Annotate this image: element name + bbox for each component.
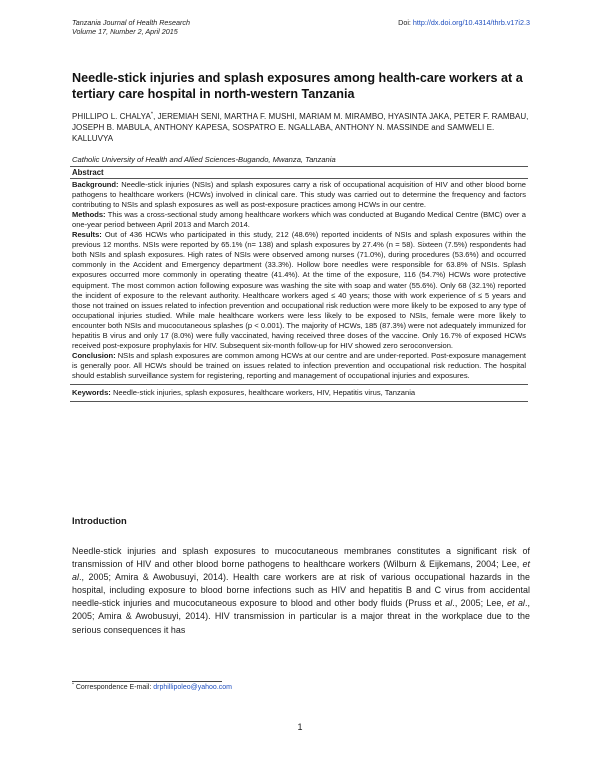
- intro-text-4: ., 2005; Amira & Awobusuyi, 2014). HIV transmission in particular is a major threat in the workplace due to the serious consequences it has: [72, 598, 531, 635]
- doi: [398, 18, 530, 27]
- abstract-heading: Abstract: [70, 167, 528, 179]
- page-number: 1: [297, 722, 303, 732]
- other-authors: , JEREMIAH SENI, MARTHA F. MUSHI, MARIAM M. MIRAMBO, HYASINTA JAKA, PETER F. RAMBAU, JOSEPH B. MABULA, ANTHONY KAPESA, SOSPATRO E. NGALLABA, ANTHONY N. MASSINDE and SAMWELI E. KALLUVYA: [72, 112, 529, 143]
- intro-text-1: Needle-stick injuries and splash exposures to mucocutaneous membranes constitutes a significant risk of transmission of HIV and other blood borne pathogens to healthcare workers (Wilburn & Eijkemans, 2004; Lee,: [72, 546, 530, 570]
- introduction-heading: Introduction: [72, 515, 127, 526]
- abstract-results: [72, 230, 526, 351]
- conclusion-text: NSIs and splash exposures are common among HCWs at our centre and are under-reported. Post-exposure management is generally poor. All HCWs should be trained on issues related to infection prevention and occupational risk reduction. The hospital should establish surveillance system for registering, reporting and management of occupational injuries and exposures.: [72, 350, 526, 380]
- first-author: PHILLIPO L. CHALYA: [72, 112, 151, 121]
- keywords: [70, 384, 528, 401]
- results-label: Results:: [72, 230, 102, 240]
- abstract-methods: [72, 210, 526, 230]
- conclusion-label: Conclusion:: [72, 350, 116, 360]
- footnote: [72, 684, 232, 691]
- intro-text-2: ., 2005; Amira & Awobusuyi, 2014). Health care workers are at risk of various occupational hazards in the hospital, including exposure to blood borne infections such as HIV and hepatitis B and C virus from accidental needle-stick injuries and mucocutaneous exposure to blood and other body fluids (Pruss et: [72, 572, 530, 609]
- methods-text: This was a cross-sectional study among healthcare workers which was conducted at Bugando Medical Centre (BMC) over a one-year period between April 2013 and March 2014.: [72, 210, 526, 230]
- keywords-text: Needle-stick injuries, splash exposures, healthcare workers, HIV, Hepatitis virus, Tanzania: [110, 387, 416, 397]
- keywords-label: Keywords:: [72, 387, 111, 397]
- background-label: Background:: [72, 180, 119, 190]
- doi-link[interactable]: http://dx.doi.org/10.4314/thrb.v17i2.3: [412, 18, 530, 27]
- methods-label: Methods:: [72, 210, 106, 220]
- abstract-background: [72, 180, 526, 210]
- footnote-label: Correspondence E-mail:: [73, 684, 154, 691]
- correspondence-email-link[interactable]: drphillipoleo@yahoo.com: [153, 684, 232, 691]
- paper-title: Needle-stick injuries and splash exposures among health-care workers at a tertiary care hospital in north-western Tanzania: [72, 71, 523, 101]
- journal-volume: Volume 17, Number 2, April 2015: [72, 27, 178, 36]
- footnote-mark: *: [72, 682, 74, 688]
- background-text: Needle-stick injuries (NSIs) and splash exposures carry a risk of occupational acquisition of HIV and other blood borne pathogens to healthcare workers (HCWs) involved in clinical care. This study was carried out to determine the frequency and factors contributing to NSIs and splash exposures as well as post-exposure practices among HCWs in our centre.: [72, 180, 526, 210]
- running-header: [72, 18, 530, 36]
- abstract-conclusion: [72, 351, 526, 381]
- affiliation: Catholic University of Health and Allied Sciences-Bugando, Mwanza, Tanzania: [72, 155, 336, 164]
- intro-text-3: ., 2005; Lee,: [452, 598, 508, 609]
- footnote-rule: [72, 681, 222, 682]
- abstract-body: [70, 179, 528, 384]
- intro-etal-3: et al: [507, 598, 525, 609]
- introduction-paragraph: [72, 545, 530, 637]
- intro-etal-1: et al: [72, 559, 530, 583]
- author-list: [72, 111, 530, 144]
- results-text: Out of 436 HCWs who participated in this study, 212 (48.6%) reported incidents of NSIs and splash exposures within the previous 12 months. NSIs were reported by 65.1% (n= 138) and splash exposures by 27.4% (n = 58). Sixteen (7.5%) respondents had both NSIs and splash exposures. High rates of NSIs were observed among nurses (71.0%), during procedures (53.6%) and occurred commonly in the Accident and Emergency department (33.3%). Hollow bore needles were responsible for 63.8% of NSIs. Splash exposures occurred more commonly in operating theatre (41.4%). At the time of the exposure, 116 (54.7%) HCWs wore protective equipment. The most common action following exposure was washing the site with soap and water (55.6%). Only 68 (32.1%) reported the incident of exposure to the relevant authority. Healthcare workers aged ≤ 40 years; those with work experience of ≤ 5 years and those not trained on issues related to infection prevention and occupational risk reduction were more likely to be exposed to any type of occupational injuries studied. While male healthcare workers were less likely to be exposed to NSIs, female were more likely to encounter both NSIs and mucocutaneous splashes (p < 0.001). The majority of HCWs, 185 (87.3%) were not adequately immunized for hepatitis B virus and only 17 (8.0%) were fully vaccinated, having received three doses of the vaccine. Only 16.7% of exposed HCWs received post-exposure prophylaxis for HIV. Subsequent six-month follow-up for HIV showed zero seroconversion.: [72, 230, 526, 350]
- doi-label: Doi:: [398, 18, 411, 27]
- intro-etal-2: al: [445, 598, 453, 609]
- abstract-box: [70, 166, 528, 402]
- corresponding-mark: *: [150, 111, 154, 118]
- journal-name: Tanzania Journal of Health Research: [72, 18, 190, 27]
